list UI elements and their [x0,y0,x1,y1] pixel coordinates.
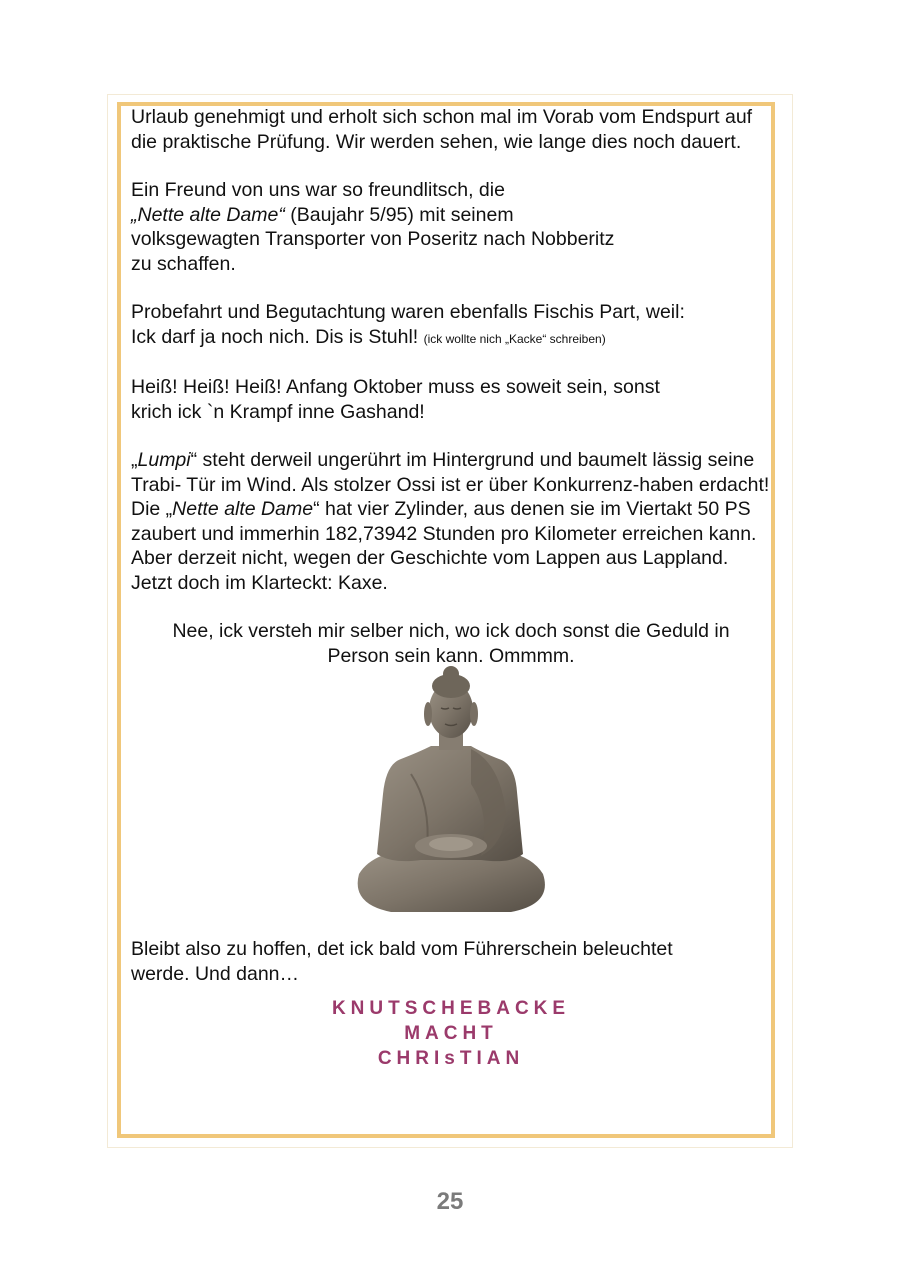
paragraph-2 [131,178,771,276]
paragraph-2-rest: (Baujahr 5/95) mit seinem [284,203,514,226]
signature [131,996,771,1071]
paragraph-2-line-3: volksgewagten Transporter von Poseritz nach Nobberitz [131,228,615,250]
page-number: 25 [436,1188,464,1215]
paragraph-2-line-1: Ein Freund von uns war so freundlitsch, die [131,179,505,201]
paragraph-6-line-2: Person sein kann. Ommmm. [327,644,575,667]
paragraph-4-line-2: krich ick `n Krampf inne Gashand! [131,400,425,423]
signature-line-3: CHRIsTIAN [377,1048,525,1069]
paragraph-5-middle: “ steht derweil ungerührt im Hintergrund und baumelt lässig seine Trabi- Tür im Wind. Als stolzer Ossi ist er über Konkurrenz-haben erdacht! Die „ [131,449,770,520]
paragraph-7 [131,937,771,986]
paragraph-5-quote: „ [131,449,138,471]
nette-alte-dame-text-2: Nette alte Dame [172,498,314,520]
paragraph-2-line-4: zu schaffen. [131,252,236,275]
paragraph-1: Urlaub genehmigt und erholt sich schon mal im Vorab vom Endspurt auf die praktische Prüfung. Wir werden sehen, wie lange dies noch dauert. [131,106,753,153]
paragraph-5 [131,448,771,595]
paragraph-5-end: “ hat vier Zylinder, aus denen sie im Viertakt 50 PS zaubert und immerhin 182,73942 Stunden pro Kilometer erreichen kann. Aber derzeit nicht, wegen der Geschichte vom Lappen aus Lappland. Jetzt doch im Klarteckt: Kaxe. [131,498,757,594]
nette-alte-dame-text: „Nette alte Dame“ [131,203,285,226]
lumpi-text: Lumpi [137,449,191,471]
paragraph-4-line-1: Heiß! Heiß! Heiß! Anfang Oktober muss es soweit sein, sonst [131,376,660,398]
main-text [131,105,771,1071]
paragraph-7-line-1: Bleibt also zu hoffen, det ick bald vom Führerschein beleuchtet [131,938,673,960]
paragraph-7-line-2: werde. Und dann… [131,962,300,985]
paragraph-3-line-2: Ick darf ja noch nich. Dis is Stuhl! [131,325,424,348]
paragraph-3-line-1: Probefahrt und Begutachtung waren ebenfalls Fischis Part, weil: [131,301,685,323]
paragraph-6 [131,619,771,668]
paragraph-6-line-1: Nee, ick versteh mir selber nich, wo ick doch sonst die Geduld in [172,620,730,642]
signature-line-2: MACHT [404,1023,498,1044]
paragraph-4 [131,375,771,424]
paragraph-3-aside: (ick wollte nich „Kacke“ schreiben) [423,331,606,346]
paragraph-3 [131,300,771,351]
signature-line-1: KNUTSCHEBACKE [331,998,571,1019]
buddha-image [131,664,771,919]
buddha-statue-icon [331,664,571,919]
